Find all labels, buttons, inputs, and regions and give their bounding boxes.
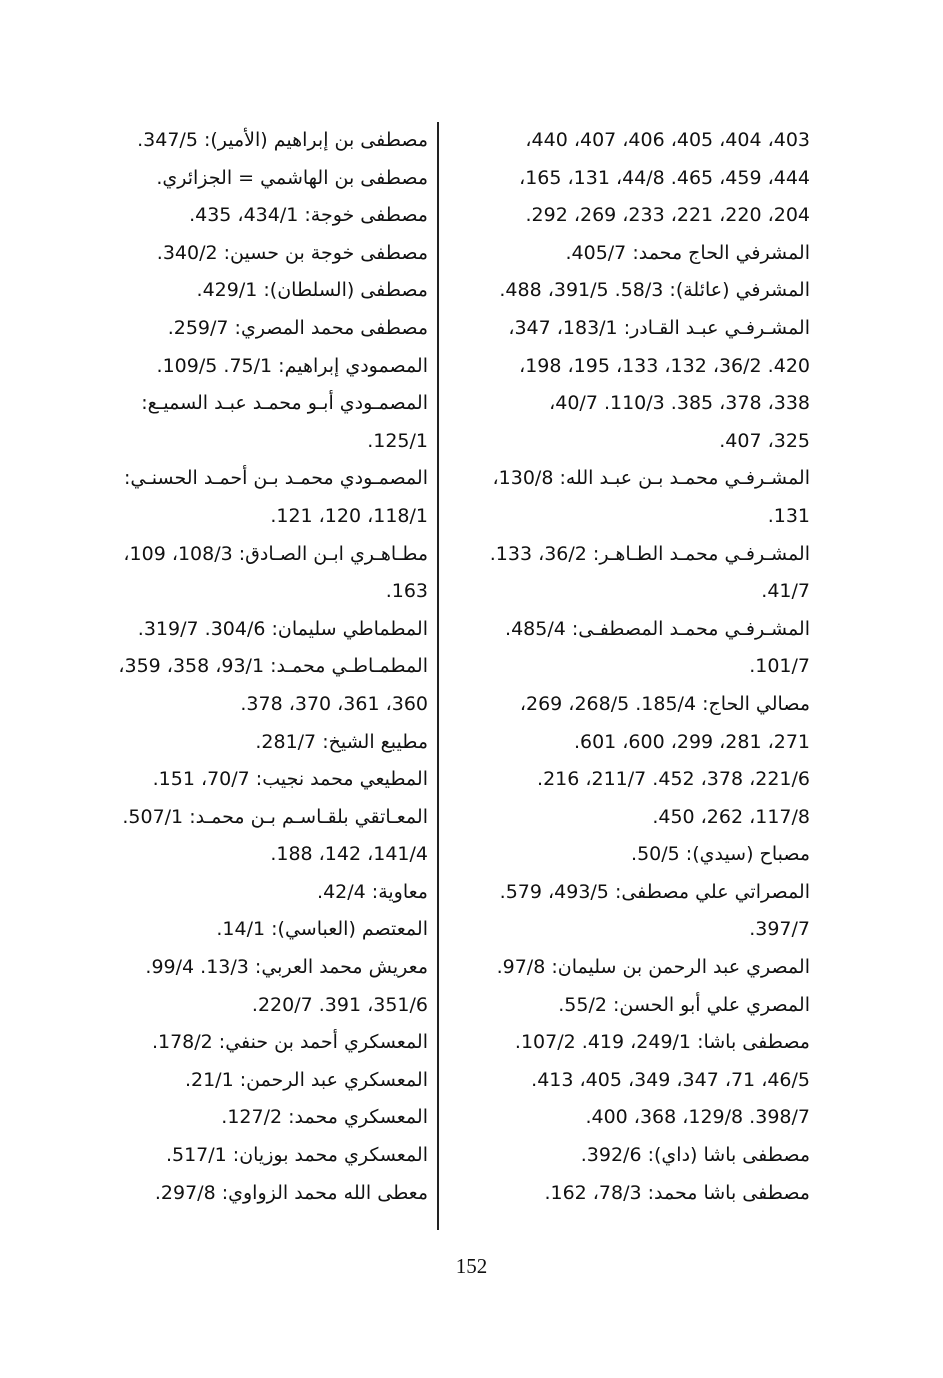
index-line: المصمـودي أبـو محمـد عبـد السميـع: [141,392,428,415]
index-line: المصمـودي محمـد بـن أحمـد الحسنـي: [123,467,428,490]
index-line: 325، 407. [719,429,810,452]
index-line: المشـرفـي عبـد القـادر: 183/1، 347، [508,316,810,339]
index-line: المشرفي الحاج محمد: 405/7. [565,241,810,264]
index-line: المعسكري عبد الرحمن: 21/1. [184,1068,428,1091]
index-line: 131. [767,504,810,527]
index-line: مصطفى باشا: 249/1، 419. 107/2. [514,1031,810,1054]
index-line: 221/6، 378، 452. 211/7، 216. [537,768,810,791]
index-line: مطيبع الشيخ: 281/7. [255,730,428,753]
index-line: المصمودي إبراهيم: 75/1. 109/5. [156,354,428,377]
page-number: 152 [455,1254,488,1278]
index-line: المشـرفـي محمـد بـن عبـد الله: 130/8، [492,467,810,490]
index-line: المعتصم (العباسي): 14/1. [216,918,428,941]
index-line: المعسكري محمد: 127/2. [221,1106,428,1129]
index-line: 204، 220، 221، 233، 269، 292. [525,204,810,227]
index-line: المعسكري محمد بوزيان: 517/1. [165,1144,428,1167]
index-line: المشـرفـي محمـد المصطفـى: 485/4. [505,617,810,640]
index-line: 444، 459، 465. 44/8، 131، 165، [519,166,810,189]
index-line: مطـاهـري ابـن الصـادق: 108/3، 109، [123,542,428,565]
index-line: معاوية: 42/4. [317,880,428,903]
index-line: مصطفى باشا محمد: 78/3، 162. [544,1181,810,1204]
index-line: معريش محمد العربي: 13/3. 99/4. [145,956,428,979]
index-line: المصري علي أبو الحسن: 55/2. [558,993,810,1016]
index-line: مصباح (سيدي): 50/5. [631,843,810,866]
index-line: 101/7. [749,655,810,678]
index-line: المعسكري أحمد بن حنفي: 178/2. [151,1031,428,1054]
index-line: مصطفى محمد المصري: 259/7. [167,316,428,339]
index-line: مصطفى خوجة بن حسين: 340/2. [156,241,428,264]
index-line: 271، 281، 299، 600، 601. [573,730,810,753]
index-line: 398/7. 129/8، 368، 400. [585,1106,810,1129]
index-line: المشـرفـي محمـد الطـاهـر: 36/2، 133. [489,542,810,565]
index-line: 46/5، 71، 347، 349، 405، 413. [531,1068,810,1091]
index-line: مصالي الحاج: 185/4. 268/5، 269، [519,692,810,715]
index-line: مصطفى (السلطان): 429/1. [196,279,428,302]
index-line: 360، 361، 370، 378. [240,692,428,715]
index-line: المصراتي علي مصطفى: 493/5، 579. [499,880,810,903]
index-line: مصطفى بن الهاشمي = الجزائري. [156,166,428,189]
index-line: 118/1، 120، 121. [270,504,428,527]
index-column-left [66,122,428,1212]
index-line: المطماطي سليمان: 304/6. 319/7. [137,617,428,640]
index-line: المطيعي محمد نجيب: 70/7، 151. [152,768,428,791]
index-line: مصطفى بن إبراهيم (الأمير): 347/5. [137,129,428,151]
index-line: معطى الله محمد الزواوي: 297/8. [154,1181,428,1204]
index-line: 163. [385,580,428,603]
index-line: 338، 378، 385. 110/3. 40/7، [549,392,810,415]
index-line: المشرفي (عائلة): 58/3. 391/5، 488. [499,279,810,302]
index-column-right [438,122,810,1212]
index-line: المصري عبد الرحمن بن سليمان: 97/8. [496,956,810,979]
index-line: 403، 404، 405، 406، 407، 440، [525,129,810,151]
column-divider [437,122,439,1230]
index-line: المعـاتقي بلقـاسـم بـن محمـد: 507/1. [122,805,428,828]
index-line: 420. 36/2، 132، 133، 195، 198، [519,354,810,377]
index-line: 125/1. [367,429,428,452]
index-line: 41/7. [761,580,810,603]
index-line: مصطفى باشا (داي): 392/6. [580,1144,810,1167]
index-line: 117/8، 262، 450. [652,805,810,828]
index-line: 397/7. [749,918,810,941]
index-line: المطمـاطـي محمـد: 93/1، 358، 359، [118,655,428,678]
index-line: 351/6، 391. 220/7. [251,993,428,1016]
index-line: 141/4، 142، 188. [270,843,428,866]
index-line: مصطفى خوجة: 434/1، 435. [189,204,428,227]
